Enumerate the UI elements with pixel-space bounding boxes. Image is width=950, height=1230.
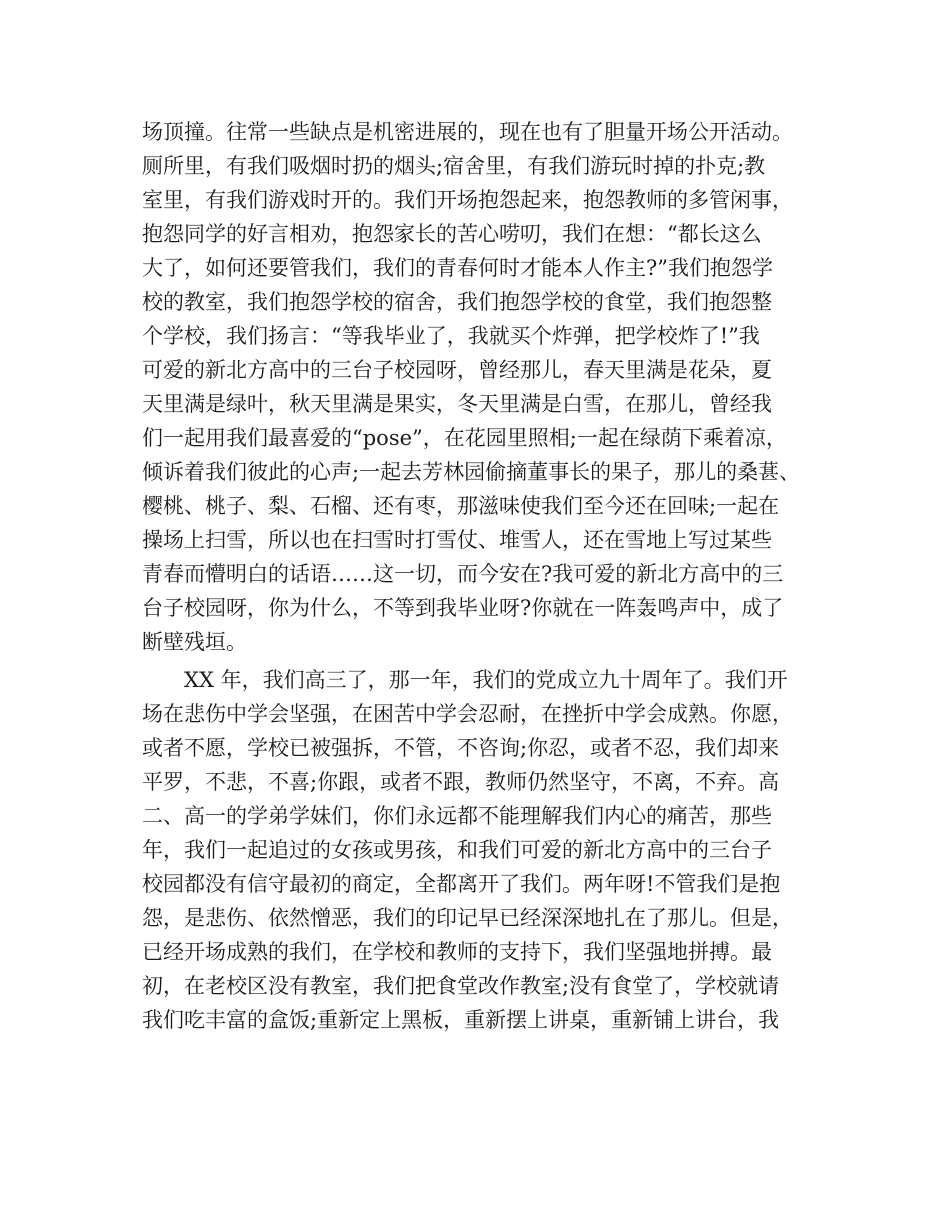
paragraph-line: 大了，如何还要管我们，我们的青春何时才能本人作主?”我们抱怨学 (142, 256, 773, 280)
paragraph-1 (142, 115, 812, 659)
paragraph-line: 断壁残垣。 (142, 630, 247, 654)
paragraph-line: 平罗，不悲，不喜;你跟，或者不跟，教师仍然坚守，不离，不弃。高 (142, 770, 780, 794)
paragraph-line: 怨，是悲伤、依然憎恶，我们的印记早已经深深地扎在了那儿。但是， (142, 906, 793, 930)
paragraph-line: 操场上扫雪，所以也在扫雪时打雪仗、堆雪人，还在雪地上写过某些 (142, 528, 772, 552)
paragraph-line: 樱桃、桃子、梨、石榴、还有枣，那滋味使我们至今还在回味;一起在 (142, 494, 780, 518)
paragraph-line: XX 年，我们高三了，那一年，我们的党成立九十周年了。我们开 (184, 668, 788, 692)
paragraph-line: 可爱的新北方高中的三台子校园呀，曾经那儿，春天里满是花朵，夏 (142, 358, 772, 382)
paragraph-line: 场顶撞。往常一些缺点是机密进展的，现在也有了胆量开场公开活动。 (142, 120, 793, 144)
paragraph-2 (142, 663, 812, 1037)
paragraph-line: 天里满是绿叶，秋天里满是果实，冬天里满是白雪，在那儿，曾经我 (142, 392, 772, 416)
paragraph-line: 校的教室，我们抱怨学校的宿舍，我们抱怨学校的食堂，我们抱怨整 (142, 290, 772, 314)
paragraph-line: 青春而懵明白的话语……这一切，而今安在?我可爱的新北方高中的三 (142, 562, 784, 586)
paragraph-line: 二、高一的学弟学妹们，你们永远都不能理解我们内心的痛苦，那些 (142, 804, 772, 828)
paragraph-line: 个学校，我们扬言：“等我毕业了，我就买个炸弹，把学校炸了!”我 (142, 324, 760, 348)
paragraph-line: 场在悲伤中学会坚强，在困苦中学会忍耐，在挫折中学会成熟。你愿， (142, 702, 793, 726)
paragraph-line: 抱怨同学的好言相劝，抱怨家长的苦心唠叨，我们在想：“都长这么 (142, 222, 762, 246)
paragraph-line: 已经开场成熟的我们，在学校和教师的支持下，我们坚强地拼搏。最 (142, 940, 772, 964)
paragraph-line: 室里，有我们游戏时开的。我们开场抱怨起来，抱怨教师的多管闲事， (142, 188, 793, 212)
paragraph-line: 校园都没有信守最初的商定，全都离开了我们。两年呀!不管我们是抱 (142, 872, 781, 896)
paragraph-line: 初，在老校区没有教室，我们把食堂改作教室;没有食堂了，学校就请 (142, 974, 780, 998)
paragraph-line: 台子校园呀，你为什么，不等到我毕业呀?你就在一阵轰鸣声中，成了 (142, 596, 784, 620)
paragraph-line: 或者不愿，学校已被强拆，不管，不咨询;你忍，或者不忍，我们却来 (142, 736, 780, 760)
paragraph-line: 我们吃丰富的盒饭;重新定上黑板，重新摆上讲桌，重新铺上讲台，我 (142, 1008, 780, 1032)
paragraph-line: 倾诉着我们彼此的心声;一起去芳林园偷摘董事长的果子，那儿的桑葚、 (142, 460, 801, 484)
paragraph-line: 厕所里，有我们吸烟时扔的烟头;宿舍里，有我们游玩时掉的扑克;教 (142, 154, 766, 178)
paragraph-line: 们一起用我们最喜爱的“pose”，在花园里照相;一起在绿荫下乘着凉， (142, 426, 787, 450)
paragraph-line: 年，我们一起追过的女孩或男孩，和我们可爱的新北方高中的三台子 (142, 838, 772, 862)
